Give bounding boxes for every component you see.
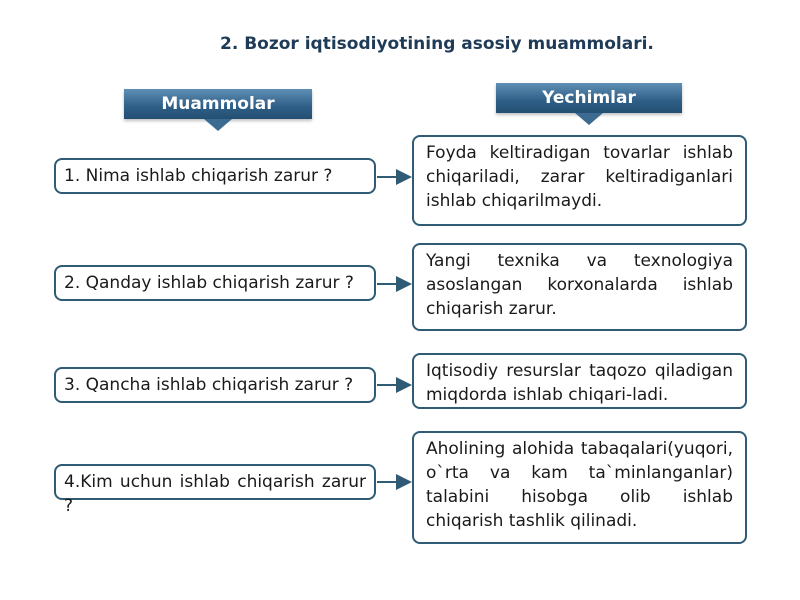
problem-box-3	[54, 367, 376, 403]
problem-text-4: 4.Kim uchun ishlab chiqarish zarur ?	[64, 472, 366, 516]
solution-box-1	[412, 135, 747, 226]
problem-box-2	[54, 265, 376, 301]
solutions-header-label: Yechimlar	[542, 88, 636, 108]
solution-text-3: Iqtisodiy resurslar taqozo qiladigan miqdorda ishlab chiqari-ladi.	[426, 361, 733, 405]
solution-text-2: Yangi texnika va texnologiya asoslangan korxonalarda ishlab chiqarish zarur.	[426, 251, 733, 319]
problems-header-label: Muammolar	[161, 94, 275, 114]
problem-box-4	[54, 464, 376, 516]
problem-text-2: 2. Qanday ishlab chiqarish zarur ?	[64, 273, 354, 293]
problem-text-1: 1. Nima ishlab chiqarish zarur ?	[64, 166, 333, 186]
solution-text-1: Foyda keltiradigan tovarlar ishlab chiqariladi, zarar keltiradiganlari ishlab chiqarilmaydi.	[426, 143, 733, 211]
problem-text-3: 3. Qancha ishlab chiqarish zarur ?	[64, 375, 354, 395]
page-title: 2. Bozor iqtisodiyotining asosiy muammolari.	[220, 34, 654, 54]
solution-box-2	[412, 243, 747, 331]
solution-text-4: Aholining alohida tabaqalari(yuqori, o`rta va kam ta`minlanganlar) talabini hisobga olib ishlab chiqarish tashlik qilinadi.	[426, 439, 733, 531]
problem-box-1	[54, 158, 376, 194]
solution-box-4	[412, 431, 747, 544]
solution-box-3	[412, 353, 747, 409]
